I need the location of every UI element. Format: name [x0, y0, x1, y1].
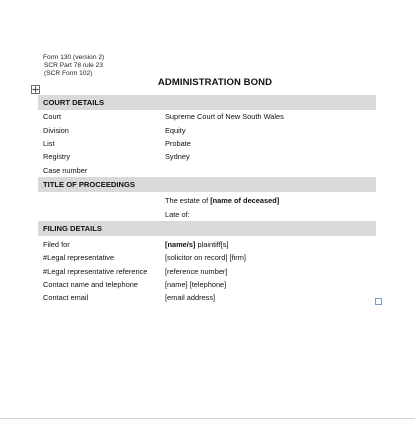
table-resize-handle[interactable] — [375, 298, 382, 305]
division-value[interactable]: Equity — [165, 125, 186, 135]
contact-name-value[interactable]: [name] [telephone] — [165, 280, 227, 290]
form-table — [38, 95, 376, 305]
estate-value[interactable] — [160, 196, 376, 205]
table-row — [38, 207, 376, 220]
contact-email-label: Contact email — [43, 293, 89, 303]
legal-reference-value[interactable]: [reference number] — [165, 266, 228, 276]
table-row — [38, 291, 376, 304]
scr-form-reference: (SCR Form 102) — [44, 70, 93, 77]
page-bottom-divider — [0, 418, 415, 419]
section-header-title-of-proceedings: TITLE OF PROCEEDINGS — [38, 177, 376, 192]
registry-value[interactable]: Sydney — [165, 152, 190, 162]
table-row — [38, 123, 376, 136]
late-of-value[interactable]: Late of: — [165, 209, 190, 219]
deceased-name-placeholder: [name of deceased] — [210, 196, 280, 206]
filed-for-value[interactable] — [160, 240, 376, 249]
division-label: Division — [43, 125, 69, 135]
estate-prefix: The estate of — [165, 196, 209, 206]
table-row — [38, 278, 376, 291]
registry-label: Registry — [43, 152, 71, 162]
table-row — [38, 137, 376, 150]
table-row — [38, 110, 376, 123]
table-row — [38, 194, 376, 207]
plaintiff-names-placeholder: [name/s] — [165, 239, 196, 249]
document-title: ADMINISTRATION BOND — [157, 77, 273, 88]
legal-reference-label: #Legal representative reference — [43, 266, 148, 276]
legal-representative-value[interactable]: [solicitor on record] [firm] — [165, 253, 246, 263]
filed-for-label: Filed for — [43, 239, 70, 249]
table-row — [38, 150, 376, 163]
list-label: List — [43, 138, 55, 148]
list-value[interactable]: Probate — [165, 138, 191, 148]
table-row — [38, 164, 376, 177]
contact-name-label: Contact name and telephone — [43, 280, 138, 290]
plaintiff-suffix: plaintiff[s] — [195, 239, 229, 249]
table-row — [38, 265, 376, 278]
rule-reference: SCR Part 78 rule 23 — [44, 62, 104, 69]
section-header-court-details: COURT DETAILS — [38, 95, 376, 110]
case-number-label: Case number — [43, 165, 88, 175]
court-label: Court — [43, 112, 62, 122]
form-reference — [43, 54, 104, 78]
contact-email-value[interactable]: [email address] — [165, 293, 216, 303]
table-row — [38, 251, 376, 264]
court-value[interactable]: Supreme Court of New South Wales — [165, 112, 284, 122]
legal-representative-label: #Legal representative — [43, 253, 115, 263]
form-number: Form 130 (version 2) — [43, 54, 105, 61]
section-header-filing-details: FILING DETAILS — [38, 221, 376, 236]
table-row — [38, 238, 376, 251]
